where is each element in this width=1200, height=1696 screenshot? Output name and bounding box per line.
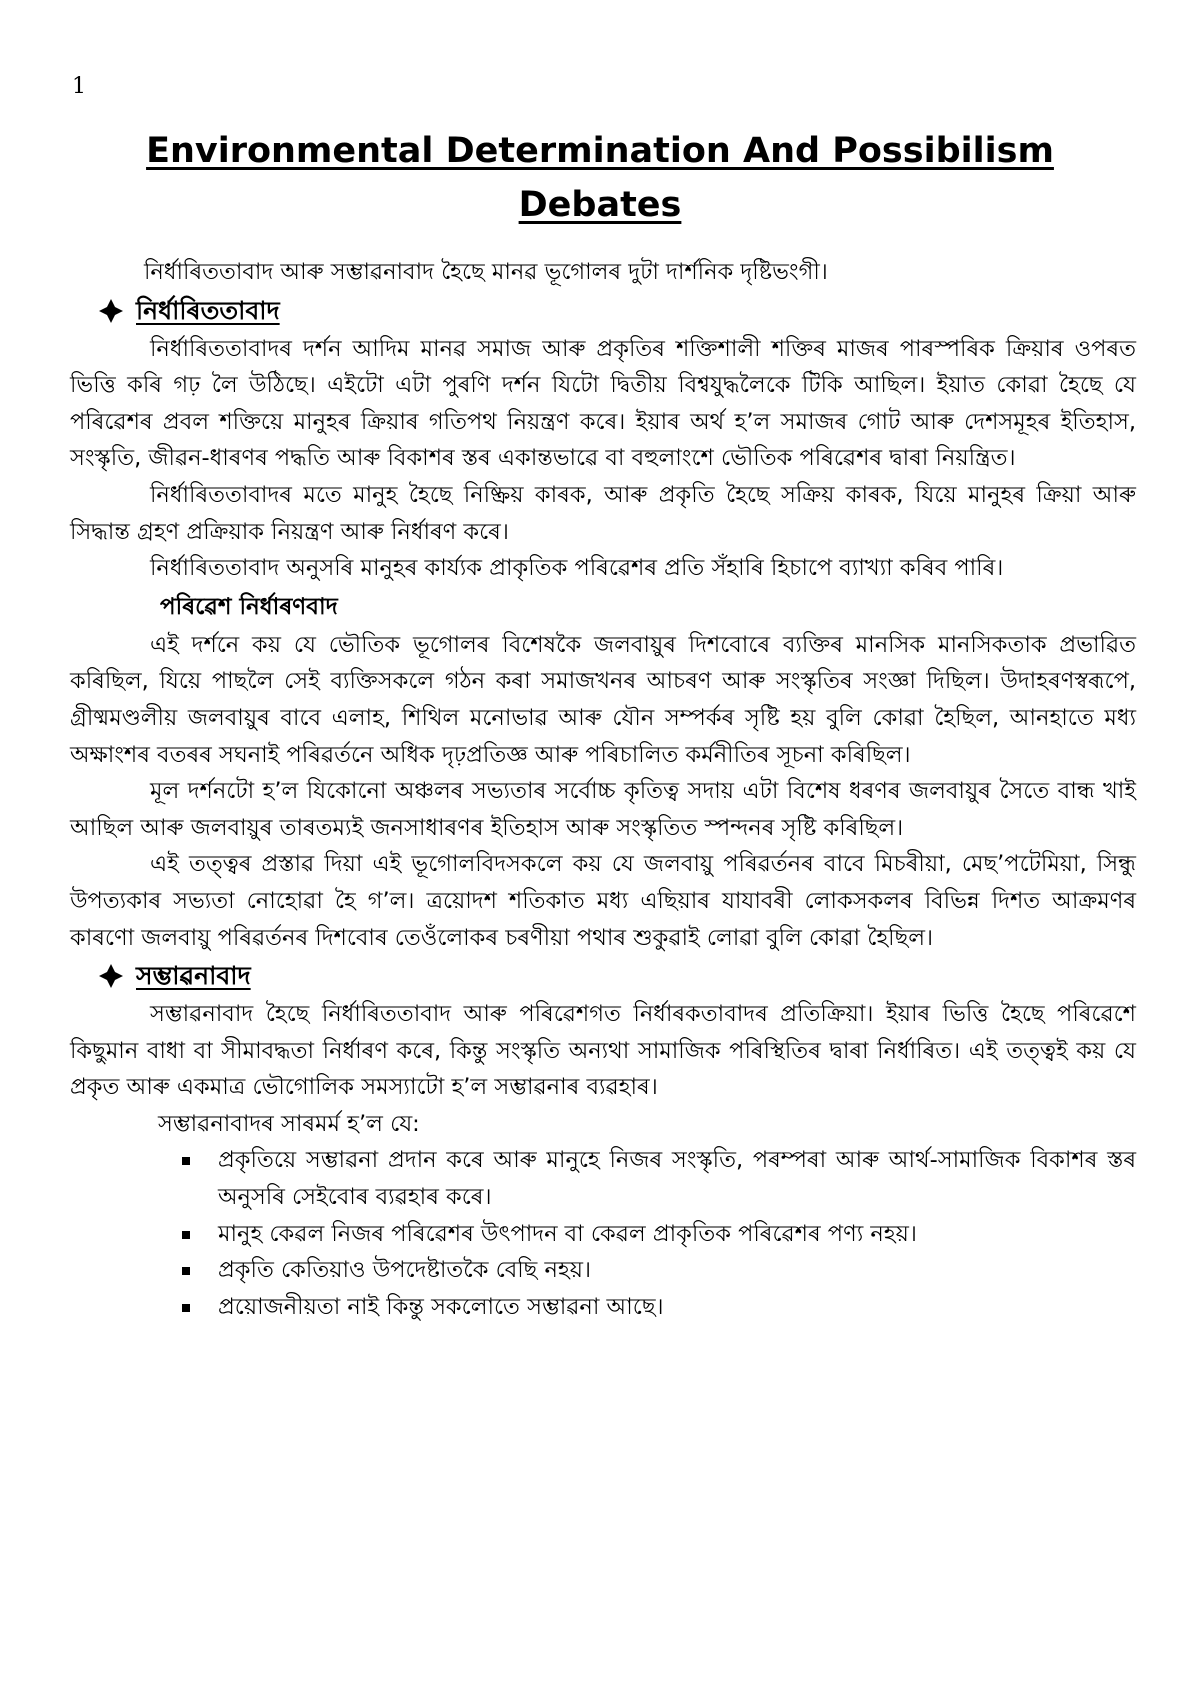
list-item (182, 1289, 1136, 1326)
paragraph: এই তত্ত্বৰ প্ৰস্তাৱ দিয়া এই ভূগোলবিদসকলে কয় যে জলবায়ু পৰিৱৰ্তনৰ বাবে মিচৰীয়া, মেছ’পটেমিয়া, সিন্ধু উপত্যকাৰ সভ্যতা নোহোৱা হৈ গ’ল। ত্ৰয়োদশ শতিকাত মধ্য এছিয়াৰ যাযাবৰী লোকসকলৰ বিভিন্ন দিশত আক্ৰমণৰ কাৰণো জলবায়ু পৰিৱৰ্তনৰ দিশবোৰ তেওঁলোকৰ চৰণীয়া পথাৰ শুকুৱাই লোৱা বুলি কোৱা হৈছিল। (70, 851, 1136, 951)
list-item-text: মানুহ কেৱল নিজৰ পৰিৱেশৰ উৎপাদন বা কেৱল প্ৰাকৃতিক পৰিৱেশৰ পণ্য নহয়। (218, 1220, 917, 1247)
section-heading-label: সম্ভাৱনাবাদ (136, 961, 251, 991)
square-bullet-icon (182, 1231, 190, 1239)
square-bullet-icon (182, 1267, 190, 1275)
square-bullet-icon (182, 1304, 190, 1312)
list-item-text: প্ৰকৃতিয়ে সম্ভাৱনা প্ৰদান কৰে আৰু মানুহে নিজৰ সংস্কৃতি, পৰম্পৰা আৰু আৰ্থ-সামাজিক বিকাশৰ স্তৰ অনুসৰি সেইবোৰ ব্যৱহাৰ কৰে। (218, 1147, 1136, 1211)
list-item (182, 1216, 1136, 1253)
list-lead: সম্ভাৱনাবাদৰ সাৰমৰ্ম হ’ল যে: (158, 1110, 420, 1137)
diamond-bullet-icon (98, 298, 124, 324)
title-line-1: Environmental Determination And Possibilism (146, 131, 1054, 171)
document-body (70, 254, 1136, 1325)
square-bullet-icon (182, 1157, 190, 1165)
list-item-text: প্ৰয়োজনীয়তা নাই কিন্তু সকলোতে সম্ভাৱনা আছে। (218, 1293, 664, 1320)
paragraph: নিৰ্ধাৰিততাবাদ অনুসৰি মানুহৰ কাৰ্য্যক প্ৰাকৃতিক পৰিৱেশৰ প্ৰতি সঁহাৰি হিচাপে ব্যাখ্যা কৰিব পাৰি। (150, 555, 1004, 582)
section-heading-possibilism (70, 956, 1136, 996)
list-item (182, 1252, 1136, 1289)
paragraph: নিৰ্ধাৰিততাবাদৰ দৰ্শন আদিম মানৱ সমাজ আৰু প্ৰকৃতিৰ শক্তিশালী শক্তিৰ মাজৰ পাৰস্পৰিক ক্ৰিয়াৰ ওপৰত ভিত্তি কৰি গঢ় লৈ উঠিছে। এইটো এটা পুৰণি দৰ্শন যিটো দ্বিতীয় বিশ্বযুদ্ধলৈকে টিকি আছিল। ইয়াত কোৱা হৈছে যে পৰিৱেশৰ প্ৰবল শক্তিয়ে মানুহৰ ক্ৰিয়াৰ গতিপথ নিয়ন্ত্ৰণ কৰে। ইয়াৰ অৰ্থ হ’ল সমাজৰ গোট আৰু দেশসমূহৰ ইতিহাস, সংস্কৃতি, জীৱন-ধাৰণৰ পদ্ধতি আৰু বিকাশৰ স্তৰ একান্তভাৱে বা বহুলাংশে ভৌতিক পৰিৱেশৰ দ্বাৰা নিয়ন্ত্ৰিত। (70, 335, 1136, 472)
subheading-environmental-determinism: পৰিৱেশ নিৰ্ধাৰণবাদ (160, 593, 338, 620)
intro-paragraph: নিৰ্ধাৰিততাবাদ আৰু সম্ভাৱনাবাদ হৈছে মানৱ ভূগোলৰ দুটা দাৰ্শনিক দৃষ্টিভংগী। (144, 259, 828, 285)
paragraph: এই দৰ্শনে কয় যে ভৌতিক ভূগোলৰ বিশেষকৈ জলবায়ুৰ দিশবোৰে ব্যক্তিৰ মানসিক মানসিকতাক প্ৰভাৱিত কৰিছিল, যিয়ে পাছলৈ সেই ব্যক্তিসকলে গঠন কৰা সমাজখনৰ আচৰণ আৰু সংস্কৃতিৰ সংজ্ঞা দিছিল। উদাহৰণস্বৰূপে, গ্ৰীষ্মমণ্ডলীয় জলবায়ুৰ বাবে এলাহ, শিথিল মনোভাৱ আৰু যৌন সম্পৰ্কৰ সৃষ্টি হয় বুলি কোৱা হৈছিল, আনহাতে মধ্য অক্ষাংশৰ বতৰৰ সঘনাই পৰিৱৰ্তনে অধিক দৃঢ়প্ৰতিজ্ঞ আৰু পৰিচালিত কৰ্মনীতিৰ সূচনা কৰিছিল। (70, 631, 1136, 768)
list-item (182, 1142, 1136, 1215)
page-number: 1 (72, 74, 86, 99)
section-heading-determinism (70, 291, 1136, 331)
paragraph: নিৰ্ধাৰিততাবাদৰ মতে মানুহ হৈছে নিষ্ক্ৰিয় কাৰক, আৰু প্ৰকৃতি হৈছে সক্ৰিয় কাৰক, যিয়ে মানুহৰ ক্ৰিয়া আৰু সিদ্ধান্ত গ্ৰহণ প্ৰক্ৰিয়াক নিয়ন্ত্ৰণ আৰু নিৰ্ধাৰণ কৰে। (70, 481, 1136, 545)
list-item-text: প্ৰকৃতি কেতিয়াও উপদেষ্টাতকৈ বেছি নহয়। (218, 1257, 592, 1284)
page-title (80, 124, 1120, 232)
paragraph: সম্ভাৱনাবাদ হৈছে নিৰ্ধাৰিততাবাদ আৰু পৰিৱেশগত নিৰ্ধাৰকতাবাদৰ প্ৰতিক্ৰিয়া। ইয়াৰ ভিত্তি হৈছে পৰিৱেশে কিছুমান বাধা বা সীমাবদ্ধতা নিৰ্ধাৰণ কৰে, কিন্তু সংস্কৃতি অন্যথা সামাজিক পৰিস্থিতিৰ দ্বাৰা নিৰ্ধাৰিত। এই তত্ত্বই কয় যে প্ৰকৃত আৰু একমাত্ৰ ভৌগোলিক সমস্যাটো হ’ল সম্ভাৱনাৰ ব্যৱহাৰ। (70, 1001, 1136, 1101)
section-heading-label: নিৰ্ধাৰিততাবাদ (136, 295, 280, 325)
paragraph: মূল দৰ্শনটো হ’ল যিকোনো অঞ্চলৰ সভ্যতাৰ সৰ্বোচ্চ কৃতিত্ব সদায় এটা বিশেষ ধৰণৰ জলবায়ুৰ সৈতে বান্ধ খাই আছিল আৰু জলবায়ুৰ তাৰতম্যই জনসাধাৰণৰ ইতিহাস আৰু সংস্কৃতিত স্পন্দনৰ সৃষ্টি কৰিছিল। (70, 778, 1136, 841)
bullet-list (70, 1142, 1136, 1325)
diamond-bullet-icon (98, 963, 124, 989)
title-line-2: Debates (518, 185, 682, 225)
